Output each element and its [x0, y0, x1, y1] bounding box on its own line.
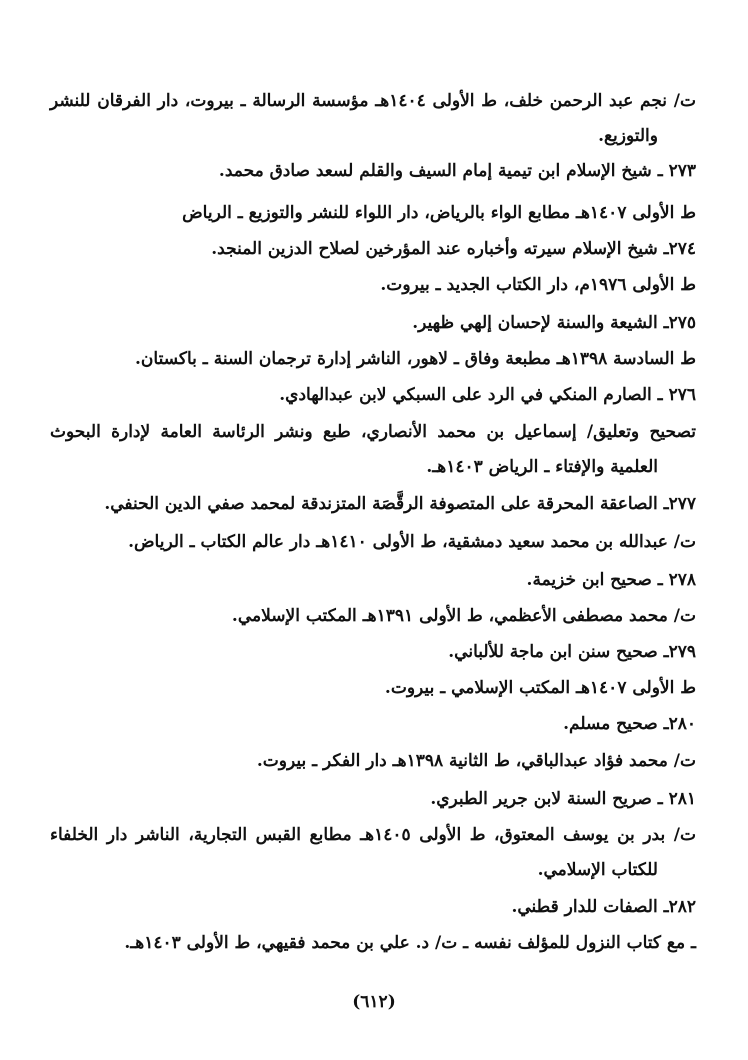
text-line: ت/ عبدالله بن محمد سعيد دمشقية، ط الأولى ١٤١٠هـ دار عالم الكتاب ـ الرياض. — [128, 532, 696, 552]
text-line: والتوزيع. — [598, 126, 658, 146]
text-line: ط الأولى ١٤٠٧هـ المكتب الإسلامي ـ بيروت. — [384, 678, 696, 698]
text-line: ٢٧٧ـ الصاعقة المحرقة على المتصوفة الرقَّصَة المتزندقة لمحمد صفي الدين الحنفي. — [104, 494, 696, 514]
text-line: للكتاب الإسلامي. — [537, 860, 658, 880]
text-line: ٢٧٣ ـ شيخ الإسلام ابن تيمية إمام السيف والقلم لسعد صادق محمد. — [218, 161, 696, 181]
text-line: ٢٧٦ ـ الصارم المنكي في الرد على السبكي لابن عبدالهادي. — [279, 385, 696, 405]
text-line: ط الأولى ١٩٧٦م، دار الكتاب الجديد ـ بيروت. — [380, 275, 696, 295]
text-line: ٢٨٠ـ صحيح مسلم. — [563, 714, 696, 734]
text-line: ٢٨٢ـ الصفات للدار قطني. — [511, 897, 696, 917]
text-line: ٢٧٥ـ الشيعة والسنة لإحسان إلهي ظهير. — [412, 313, 696, 333]
text-line: ٢٧٤ـ شيخ الإسلام سيرته وأخباره عند المؤرخين لصلاح الدزين المنجد. — [211, 239, 696, 259]
text-line: العلمية والإفتاء ـ الرياض ١٤٠٣هـ. — [426, 457, 658, 477]
page-number: (٦١٢) — [352, 992, 396, 1012]
text-line: ٢٨١ ـ صريح السنة لابن جرير الطبري. — [430, 789, 696, 809]
text-line: ط الأولى ١٤٠٧هـ مطابع الواء بالرياض، دار اللواء للنشر والتوزيع ـ الرياض — [182, 203, 696, 223]
text-line: ـ مع كتاب النزول للمؤلف نفسه ـ ت/ د. علي بن محمد فقيهي، ط الأولى ١٤٠٣هـ. — [124, 933, 696, 953]
text-line: ت/ محمد مصطفى الأعظمي، ط الأولى ١٣٩١هـ المكتب الإسلامي. — [231, 606, 696, 626]
text-line: ت/ محمد فؤاد عبدالباقي، ط الثانية ١٣٩٨هـ دار الفكر ـ بيروت. — [256, 751, 696, 771]
text-line: ٢٧٩ـ صحيح سنن ابن ماجة للألباني. — [448, 642, 696, 662]
text-line: ٢٧٨ ـ صحيح ابن خزيمة. — [526, 570, 696, 590]
text-line: ت/ بدر بن يوسف المعتوق، ط الأولى ١٤٠٥هـ مطابع القبس التجارية، الناشر دار الخلفاء — [50, 825, 696, 845]
text-line: ط السادسة ١٣٩٨هـ مطبعة وفاق ـ لاهور، الناشر إدارة ترجمان السنة ـ باكستان. — [135, 349, 696, 369]
text-line: ت/ نجم عبد الرحمن خلف، ط الأولى ١٤٠٤هـ مؤسسة الرسالة ـ بيروت، دار الفرقان للنشر — [50, 91, 696, 111]
text-line: تصحيح وتعليق/ إسماعيل بن محمد الأنصاري، طبع ونشر الرئاسة العامة لإدارة البحوث — [50, 422, 696, 442]
